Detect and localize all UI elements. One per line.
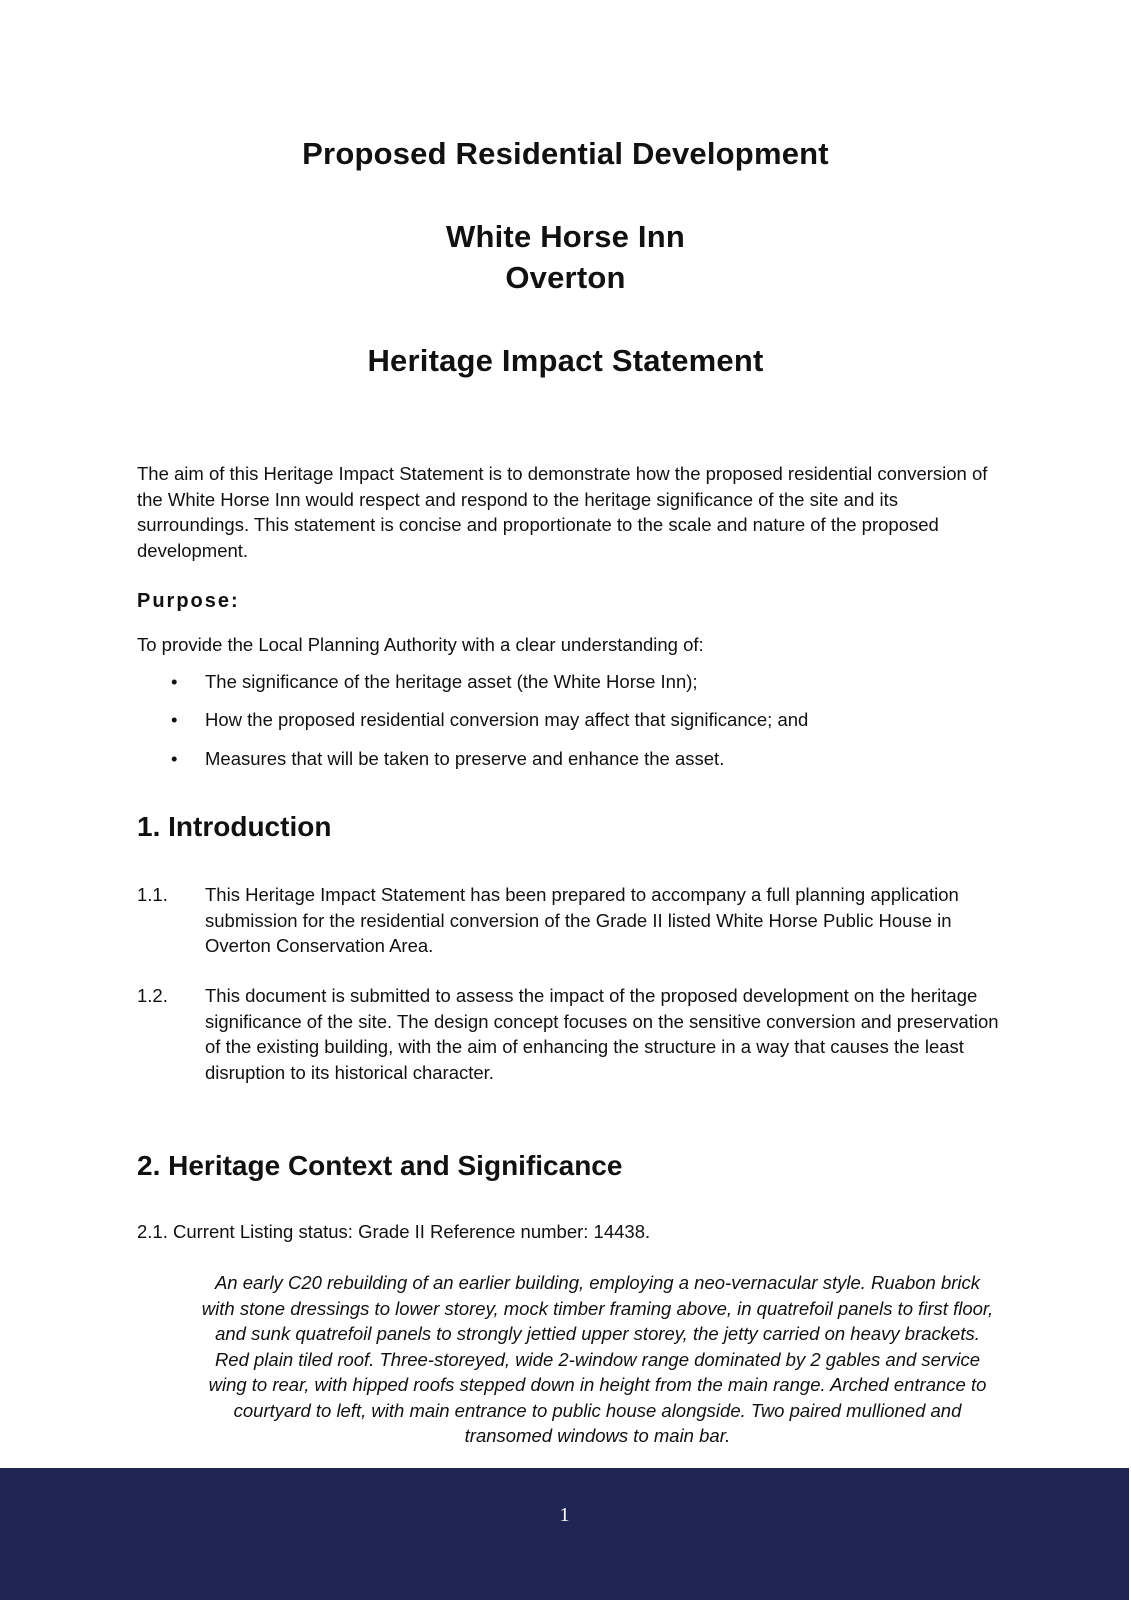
- page-number: 1: [559, 1504, 570, 1526]
- document-title: Proposed Residential Development: [302, 136, 829, 171]
- section2-heading: 2. Heritage Context and Significance: [137, 1150, 623, 1181]
- bullet-icon: •: [171, 709, 178, 730]
- intro-paragraph: The aim of this Heritage Impact Statement is to demonstrate how the proposed residential conversion of the White Horse Inn would respect and respond to the heritage significance of the site and its surroundings. This statement is concise and proportionate to the scale and nature of the proposed development.: [137, 463, 988, 561]
- purpose-heading: Purpose:: [137, 590, 240, 612]
- listing-description-quote: An early C20 rebuilding of an earlier building, employing a neo-vernacular style. Ruabon brick with stone dressings to lower storey, mock timber framing above, in quatrefoil panels to first floor, and sunk quatrefoil panels to strongly jettied upper storey, the jetty carried on heavy brackets. Red plain tiled roof. Three-storeyed, wide 2-window range dominated by 2 gables and service wing to rear, with hipped roofs stepped down in height from the main range. Arched entrance to courtyard to left, with main entrance to public house alongside. Two paired mullioned and transomed windows to main bar.: [201, 1272, 994, 1446]
- site-location: Overton: [505, 260, 626, 295]
- paragraph-text: This document is submitted to assess the impact of the proposed development on the heritage significance of the site. The design concept focuses on the sensitive conversion and preservation of the existing building, with the aim of enhancing the structure in a way that causes the least disruption to its historical character.: [205, 985, 999, 1083]
- bullet-icon: •: [171, 748, 178, 769]
- paragraph-number: 1.2.: [137, 985, 168, 1006]
- paragraph-number: 1.1.: [137, 884, 168, 905]
- site-name: White Horse Inn: [446, 219, 685, 254]
- statement-title: Heritage Impact Statement: [367, 343, 764, 378]
- document-page: Proposed Residential Development White Horse Inn Overton Heritage Impact Statement The aim of this Heritage Impact Statement is to demonstrate how the proposed residential conversion of the White Horse Inn would respect and respond to the heritage significance of the site and its surroundings. This statement is concise and proportionate to the scale and nature of the proposed development. Purpose: To provide the Local Planning Authority with a clear understanding of: • The significance of the heritage asset (the White Horse Inn); • How the proposed residential conversion may affect that significance; and • Measures that will be taken to preserve and enhance the asset. 1. Introduction 1.1. This Heritage Impact Statement has been prepared to accompany a full planning application submission for the residential conversion of the Grade II listed White Horse Public House in Overton Conservation Area. 1.2. This document is submitted to assess the impact of the proposed development on the heritage significance of the site. The design concept focuses on the sensitive conversion and preservation of the existing building, with the aim of enhancing the structure in a way that causes the least disruption to its historical character. 2. Heritage Context and Significance 2.1. Current Listing status: Grade II Reference number: 14438. An early C20 rebuilding of an earlier building, employing a neo-vernacular style. Ruabon brick with stone dressings to lower storey, mock timber framing above, in quatrefoil panels to first floor, and sunk quatrefoil panels to strongly jettied upper storey, the jetty carried on heavy brackets. Red plain tiled roof. Three-storeyed, wide 2-window range dominated by 2 gables and service wing to rear, with hipped roofs stepped down in height from the main range. Arched entrance to courtyard to left, with main entrance to public house alongside. Two paired mullioned and transomed windows to main bar. 1: [0, 0, 1131, 1600]
- bullet-icon: •: [171, 671, 178, 692]
- paragraph-text: This Heritage Impact Statement has been prepared to accompany a full planning application submission for the residential conversion of the Grade II listed White Horse Public House in Overton Conservation Area.: [205, 884, 959, 956]
- page-footer: [0, 1468, 1129, 1600]
- purpose-lead: To provide the Local Planning Authority with a clear understanding of:: [137, 634, 704, 655]
- listing-status: 2.1. Current Listing status: Grade II Reference number: 14438.: [137, 1221, 651, 1242]
- section1-heading: 1. Introduction: [137, 811, 332, 842]
